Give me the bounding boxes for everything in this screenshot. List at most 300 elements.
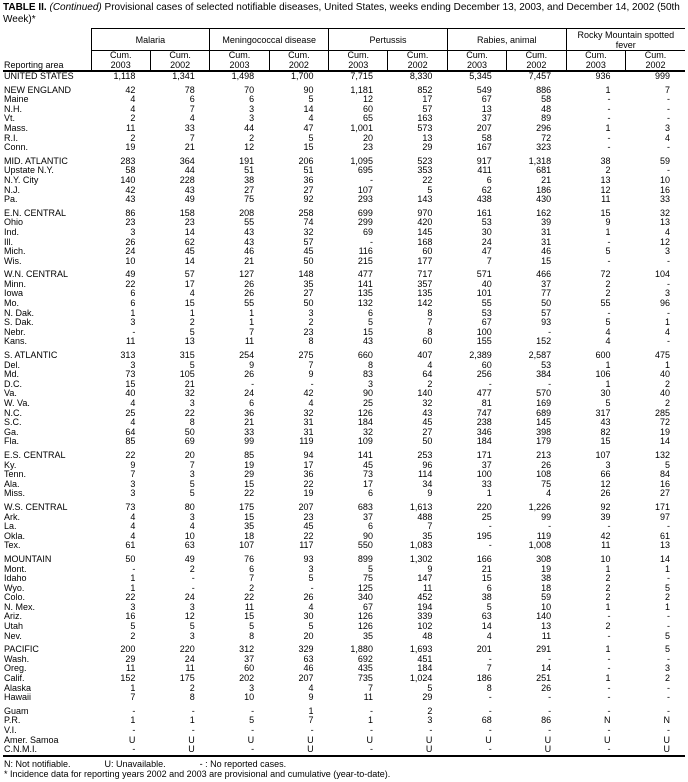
- value-cell: 5: [664, 582, 670, 593]
- value-cell: 17: [303, 459, 314, 470]
- reporting-area-cell: S.C.: [4, 417, 22, 428]
- value-cell: -: [667, 521, 670, 532]
- value-cell: 12: [244, 142, 255, 153]
- table-title-rest: Provisional cases of selected notifiable diseases, United States, weeks ending December 13, 2003, and December 14, 2002 (50th Week)*: [3, 2, 680, 25]
- value-cell: 21: [541, 174, 552, 185]
- value-cell: 50: [422, 436, 433, 447]
- value-cell: 50: [303, 298, 314, 309]
- value-cell: -: [132, 744, 136, 755]
- value-cell: 10: [600, 553, 611, 564]
- value-cell: 600: [595, 350, 611, 361]
- value-cell: 24: [244, 388, 255, 399]
- value-cell: 1,118: [113, 71, 136, 81]
- value-cell: 19: [541, 563, 552, 574]
- value-cell: 1: [130, 582, 136, 593]
- table-row: [3, 143, 685, 153]
- value-cell: 202: [239, 673, 255, 684]
- value-cell: 90: [303, 84, 314, 95]
- value-cell: 2: [664, 592, 670, 603]
- value-cell: 40: [481, 278, 492, 289]
- value-cell: 411: [477, 165, 492, 176]
- value-cell: 63: [303, 653, 314, 664]
- value-cell: 6: [367, 521, 373, 532]
- value-cell: 435: [357, 663, 373, 674]
- value-cell: -: [548, 521, 552, 532]
- value-cell: 53: [541, 359, 552, 370]
- value-cell: 6: [130, 288, 136, 299]
- value-cell: 2: [605, 165, 611, 176]
- reporting-area-cell: Del.: [4, 359, 21, 370]
- reporting-area-cell: Miss.: [4, 488, 25, 499]
- value-cell: 488: [417, 511, 433, 522]
- value-cell: 36: [303, 469, 314, 480]
- value-cell: 256: [476, 369, 492, 380]
- value-cell: 15: [244, 611, 255, 622]
- reporting-area-cell: W. Va.: [4, 398, 30, 408]
- value-cell: 4: [130, 417, 136, 428]
- value-cell: 7: [427, 521, 433, 532]
- value-cell: 55: [244, 217, 255, 228]
- table-row: [3, 257, 685, 267]
- value-cell: 660: [357, 350, 373, 361]
- value-cell: 53: [481, 217, 492, 228]
- value-cell: 2: [605, 288, 611, 299]
- value-cell: -: [369, 236, 373, 247]
- table-row: [3, 361, 685, 371]
- value-cell: 35: [362, 630, 373, 641]
- value-cell: -: [132, 563, 136, 574]
- value-cell: 92: [303, 194, 314, 205]
- value-cell: 126: [357, 621, 373, 632]
- value-cell: 33: [659, 194, 670, 205]
- value-cell: 80: [184, 501, 195, 512]
- value-cell: 571: [476, 269, 492, 280]
- value-cell: 20: [362, 132, 373, 143]
- footnote-legend-item: U: Unavailable.: [104, 758, 166, 769]
- value-cell: -: [607, 705, 611, 716]
- value-cell: 37: [244, 653, 255, 664]
- value-cell: 4: [605, 336, 611, 347]
- value-cell: 24: [184, 653, 195, 664]
- table-row: [3, 153, 685, 167]
- table-row: [3, 565, 685, 575]
- value-cell: 119: [299, 436, 314, 447]
- value-cell: 99: [244, 436, 255, 447]
- reporting-area-cell: Va.: [4, 388, 17, 399]
- value-cell: 161: [476, 207, 492, 218]
- value-cell: 11: [601, 540, 611, 551]
- value-cell: 717: [417, 269, 433, 280]
- value-cell: 1: [664, 601, 670, 612]
- value-cell: 228: [179, 174, 195, 185]
- value-cell: 1,024: [409, 673, 433, 684]
- value-cell: 32: [362, 426, 373, 437]
- value-cell: -: [607, 142, 611, 153]
- group-header-rocky-mountain-spotted-fever: Rocky Mountain spotted fever: [566, 29, 685, 51]
- value-cell: 206: [298, 155, 314, 166]
- value-cell: 38: [481, 592, 492, 603]
- value-cell: 477: [476, 388, 492, 399]
- value-cell: 852: [417, 84, 433, 95]
- value-cell: 5: [664, 644, 670, 655]
- value-cell: 3: [367, 378, 373, 389]
- value-cell: 5,345: [469, 71, 492, 81]
- value-cell: 6: [486, 582, 492, 593]
- value-cell: 114: [417, 469, 433, 480]
- reporting-area-cell: N.H.: [4, 103, 22, 114]
- value-cell: 1,880: [350, 644, 373, 655]
- cum-header-2002: Cum. 2002: [150, 51, 209, 72]
- value-cell: 23: [303, 326, 314, 337]
- value-cell: 85: [244, 449, 255, 460]
- reporting-area-cell: Alaska: [4, 682, 32, 693]
- value-cell: 99: [541, 511, 552, 522]
- value-cell: 7: [427, 317, 433, 328]
- value-cell: 73: [125, 369, 136, 380]
- value-cell: 3: [189, 601, 195, 612]
- value-cell: 5: [605, 398, 611, 408]
- value-cell: 147: [417, 573, 433, 584]
- value-cell: 14: [659, 553, 670, 564]
- table-row: [3, 409, 685, 419]
- value-cell: 12: [184, 611, 195, 622]
- value-cell: -: [607, 94, 611, 105]
- value-cell: 46: [244, 246, 255, 257]
- value-cell: 45: [362, 459, 373, 470]
- value-cell: 1: [308, 705, 314, 716]
- value-cell: 107: [239, 540, 255, 551]
- table-row: [3, 716, 685, 726]
- value-cell: 186: [476, 673, 492, 684]
- value-cell: 201: [476, 644, 492, 655]
- value-cell: 384: [536, 369, 552, 380]
- value-cell: 2: [130, 132, 136, 143]
- value-cell: 158: [179, 207, 195, 218]
- table-row: [3, 134, 685, 144]
- value-cell: 38: [244, 174, 255, 185]
- value-cell: 163: [417, 113, 433, 124]
- value-cell: 73: [125, 501, 136, 512]
- value-cell: 102: [417, 621, 433, 632]
- value-cell: 477: [357, 269, 373, 280]
- value-cell: 93: [303, 553, 314, 564]
- value-cell: 1: [130, 573, 136, 584]
- value-cell: 58: [125, 165, 136, 176]
- table-row: [3, 641, 685, 655]
- value-cell: 238: [476, 417, 492, 428]
- value-cell: 1: [664, 359, 670, 370]
- value-cell: 19: [244, 459, 255, 470]
- value-cell: 1: [605, 644, 611, 655]
- value-cell: 39: [541, 217, 552, 228]
- value-cell: 32: [422, 398, 433, 408]
- reporting-area-cell: E.S. CENTRAL: [4, 449, 66, 460]
- value-cell: 67: [362, 601, 373, 612]
- value-cell: 13: [659, 217, 670, 228]
- value-cell: 43: [125, 194, 136, 205]
- value-cell: 4: [308, 601, 314, 612]
- value-cell: -: [607, 725, 611, 735]
- value-cell: 31: [541, 226, 552, 237]
- value-cell: -: [488, 521, 492, 532]
- value-cell: -: [667, 611, 670, 622]
- value-cell: -: [548, 653, 552, 664]
- value-cell: 5: [249, 715, 255, 726]
- reporting-area-cell: Vt.: [4, 113, 16, 124]
- value-cell: -: [607, 236, 611, 247]
- value-cell: 549: [476, 84, 492, 95]
- value-cell: 5: [308, 132, 314, 143]
- value-cell: -: [251, 744, 255, 755]
- value-cell: 3: [308, 563, 314, 574]
- value-cell: 12: [362, 94, 373, 105]
- value-cell: 45: [303, 521, 314, 532]
- reporting-area-cell: V.I.: [4, 725, 17, 735]
- value-cell: 3: [189, 398, 195, 408]
- value-cell: 82: [600, 426, 611, 437]
- value-cell: 81: [481, 398, 492, 408]
- value-cell: 339: [417, 611, 433, 622]
- reporting-area-cell: NEW ENGLAND: [4, 84, 72, 95]
- value-cell: 2: [249, 132, 255, 143]
- value-cell: 17: [184, 278, 195, 289]
- value-cell: 48: [422, 630, 433, 641]
- value-cell: 689: [536, 407, 552, 418]
- value-cell: 47: [481, 246, 492, 257]
- value-cell: 6: [249, 563, 255, 574]
- value-cell: 7: [308, 359, 314, 370]
- value-cell: 5: [605, 317, 611, 328]
- value-cell: 5: [189, 359, 195, 370]
- table-row: [3, 238, 685, 248]
- value-cell: U: [307, 744, 314, 755]
- value-cell: 19: [303, 488, 314, 499]
- value-cell: 9: [308, 369, 314, 380]
- value-cell: 7: [130, 469, 136, 480]
- value-cell: 4: [130, 530, 136, 541]
- value-cell: 23: [362, 142, 373, 153]
- reporting-area-cell: Guam: [4, 705, 29, 716]
- reporting-area-cell: Ala.: [4, 478, 20, 489]
- cum-header-2003: Cum. 2003: [566, 51, 625, 72]
- value-cell: 116: [358, 246, 373, 257]
- value-cell: 10: [125, 255, 136, 266]
- value-cell: 2: [605, 278, 611, 289]
- value-cell: 65: [362, 113, 373, 124]
- value-cell: 14: [541, 663, 552, 674]
- value-cell: 207: [298, 501, 314, 512]
- reporting-area-cell: S. ATLANTIC: [4, 350, 58, 361]
- value-cell: 5: [367, 563, 373, 574]
- value-cell: 26: [303, 592, 314, 603]
- value-cell: 313: [120, 350, 136, 361]
- value-cell: 96: [659, 298, 670, 309]
- value-cell: 10: [541, 601, 552, 612]
- table-row: [3, 186, 685, 196]
- value-cell: 58: [481, 132, 492, 143]
- value-cell: 1: [189, 307, 195, 318]
- value-cell: -: [667, 573, 670, 584]
- value-cell: 177: [417, 255, 433, 266]
- value-cell: 420: [417, 217, 433, 228]
- value-cell: -: [667, 682, 670, 693]
- value-cell: -: [251, 378, 255, 389]
- value-cell: 33: [184, 122, 195, 133]
- value-cell: 475: [654, 350, 670, 361]
- value-cell: 50: [303, 255, 314, 266]
- value-cell: 39: [600, 511, 611, 522]
- table-row: [3, 674, 685, 684]
- value-cell: 7: [189, 103, 195, 114]
- value-cell: 184: [417, 663, 433, 674]
- value-cell: 1: [664, 317, 670, 328]
- group-header-meningococcal-disease: Meningococcal disease: [210, 29, 329, 51]
- value-cell: 1: [367, 715, 373, 726]
- value-cell: 1,095: [350, 155, 373, 166]
- value-cell: 1: [130, 715, 136, 726]
- value-cell: 18: [541, 582, 552, 593]
- value-cell: 1,613: [409, 501, 433, 512]
- table-row: [3, 124, 685, 134]
- value-cell: 32: [659, 207, 670, 218]
- value-cell: 2: [189, 563, 195, 574]
- value-cell: 67: [481, 317, 492, 328]
- value-cell: 3: [130, 601, 136, 612]
- value-cell: 15: [125, 378, 136, 389]
- table-row: [3, 532, 685, 542]
- value-cell: -: [488, 540, 492, 551]
- value-cell: 1,341: [172, 71, 195, 81]
- value-cell: 27: [422, 426, 433, 437]
- value-cell: 21: [244, 417, 255, 428]
- value-cell: 60: [244, 663, 255, 674]
- table-row: [3, 726, 685, 736]
- reporting-area-cell: Ohio: [4, 217, 24, 228]
- value-cell: 148: [298, 269, 314, 280]
- value-cell: 25: [125, 407, 136, 418]
- value-cell: 125: [357, 582, 373, 593]
- value-cell: 44: [244, 122, 255, 133]
- value-cell: U: [544, 734, 552, 745]
- value-cell: 15: [244, 478, 255, 489]
- value-cell: 3: [605, 459, 611, 470]
- value-cell: 5: [189, 621, 195, 632]
- footnote-star: * Incidence data for reporting years 2002 and 2003 are provisional and cumulative (year-to-date).: [4, 769, 391, 780]
- value-cell: 90: [362, 388, 373, 399]
- table-row: [3, 299, 685, 309]
- value-cell: 72: [600, 269, 611, 280]
- value-cell: 22: [422, 174, 433, 185]
- value-cell: 200: [120, 644, 136, 655]
- value-cell: 683: [357, 501, 373, 512]
- value-cell: -: [429, 725, 433, 735]
- value-cell: 145: [536, 417, 552, 428]
- value-cell: 43: [244, 236, 255, 247]
- value-cell: 9: [130, 459, 136, 470]
- table-row: [3, 437, 685, 447]
- value-cell: 45: [303, 246, 314, 257]
- value-cell: 86: [541, 715, 552, 726]
- value-cell: 109: [357, 436, 373, 447]
- value-cell: 43: [362, 336, 373, 347]
- value-cell: -: [667, 705, 670, 716]
- value-cell: 60: [481, 359, 492, 370]
- value-cell: 2: [308, 317, 314, 328]
- value-cell: 5: [486, 601, 492, 612]
- value-cell: 9: [427, 488, 433, 499]
- value-cell: 107: [595, 449, 611, 460]
- group-header-pertussis: Pertussis: [329, 29, 448, 51]
- value-cell: U: [128, 734, 136, 745]
- reporting-area-cell: La.: [4, 521, 17, 532]
- value-cell: 3: [664, 288, 670, 299]
- value-cell: 63: [481, 611, 492, 622]
- cum-header-2003: Cum. 2003: [329, 51, 388, 72]
- value-cell: 1: [189, 715, 195, 726]
- value-cell: 353: [417, 165, 433, 176]
- value-cell: 2: [664, 673, 670, 684]
- value-cell: 695: [357, 165, 373, 176]
- value-cell: 57: [184, 269, 195, 280]
- value-cell: 140: [417, 388, 433, 399]
- value-cell: 26: [541, 459, 552, 470]
- value-cell: 5: [189, 326, 195, 337]
- value-cell: 6: [367, 307, 373, 318]
- value-cell: 7: [664, 84, 670, 95]
- value-cell: -: [607, 307, 611, 318]
- value-cell: 5: [664, 459, 670, 470]
- value-cell: 55: [481, 298, 492, 309]
- value-cell: 11: [126, 122, 136, 133]
- value-cell: -: [548, 378, 552, 389]
- value-cell: 42: [600, 530, 611, 541]
- value-cell: 152: [120, 673, 136, 684]
- reporting-area-cell: N.C.: [4, 407, 22, 418]
- reporting-area-cell: Okla.: [4, 530, 26, 541]
- value-cell: 46: [541, 246, 552, 257]
- table-row: [3, 380, 685, 390]
- value-cell: 100: [476, 326, 492, 337]
- value-cell: -: [132, 725, 136, 735]
- value-cell: 12: [600, 184, 611, 195]
- value-cell: N: [663, 715, 670, 726]
- value-cell: 96: [422, 459, 433, 470]
- value-cell: 21: [184, 378, 195, 389]
- value-cell: 21: [184, 142, 195, 153]
- value-cell: 25: [362, 398, 373, 408]
- value-cell: 55: [244, 298, 255, 309]
- value-cell: 9: [605, 217, 611, 228]
- footnote-legend: [4, 759, 685, 770]
- table-row: [3, 745, 685, 756]
- value-cell: 8: [367, 359, 373, 370]
- value-cell: 10: [244, 692, 255, 703]
- value-cell: 9: [308, 692, 314, 703]
- value-cell: 5: [367, 317, 373, 328]
- value-cell: 61: [125, 540, 136, 551]
- value-cell: 132: [654, 449, 670, 460]
- reporting-area-cell: Tex.: [4, 540, 21, 551]
- cum-header-row: [3, 51, 685, 72]
- value-cell: 55: [600, 298, 611, 309]
- value-cell: 451: [417, 653, 433, 664]
- value-cell: -: [548, 705, 552, 716]
- reporting-area-cell: Upstate N.Y.: [4, 165, 54, 176]
- value-cell: 11: [601, 194, 611, 205]
- value-cell: 22: [125, 278, 136, 289]
- value-cell: 101: [476, 288, 492, 299]
- value-cell: 208: [239, 207, 255, 218]
